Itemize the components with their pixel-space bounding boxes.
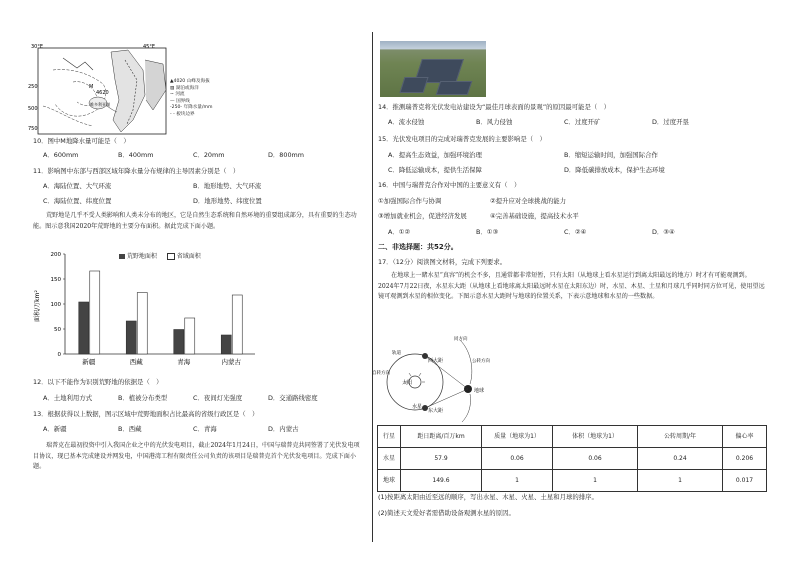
q16-item-4: ④完善基础设施，提高技术水平 — [490, 212, 579, 220]
contour-250: 250 — [28, 84, 38, 90]
q11-options-row1 — [43, 182, 261, 190]
chart-y-tick-label: 200 — [50, 252, 61, 258]
q10-option-a[interactable]: A．600mm — [43, 151, 79, 159]
table-row — [378, 448, 767, 470]
q16-item-2: ②提升应对全球挑战的能力 — [490, 197, 567, 205]
table-cell: 水星 — [378, 448, 401, 470]
q14-option-b[interactable]: B．风力侵蚀 — [476, 118, 513, 126]
q15-option-a[interactable]: A．提高生态效益，加强环境治理 — [388, 151, 482, 159]
q14-stem: 14．推测瑞普克将光伏发电站建设为“最佳月球表面的景观”的原因最可能是（ ） — [378, 103, 611, 111]
chart-bar-province — [90, 271, 100, 354]
q16-stem: 16．中国与瑞普克合作对中国的主要意义有（ ） — [378, 181, 521, 189]
q16-option-d[interactable]: D．③④ — [652, 228, 675, 236]
q12-option-a[interactable]: A．土地利用方式 — [43, 394, 93, 402]
q15-option-c[interactable]: C．降低运输成本，提供生活保障 — [388, 166, 482, 174]
q11-options-row2 — [43, 197, 262, 205]
legend-plate: - - 板块边界 — [170, 111, 195, 117]
chart-bar-province — [137, 293, 147, 355]
q15-option-d[interactable]: D．降低碳排放成本，保护生态环境 — [564, 166, 665, 174]
table-header: 公转周期/年 — [638, 426, 723, 448]
table-cell: 0.06 — [482, 448, 553, 470]
column-divider — [372, 32, 373, 542]
q16-item-3: ③增加就业机会，促进经济发展 — [378, 212, 467, 220]
chart-x-tick-label: 青海 — [177, 358, 191, 366]
chart-x-tick-label: 西藏 — [129, 358, 143, 366]
passage-wilderness: 荒野地是几乎不受人类影响和人类未分布的地区，它是自然生态系统和自然环境的重要组成部分，具有重要的生态功能。图示意我国2020年荒野地的主要分布面积。据此完成下面小题。 — [33, 212, 357, 230]
legend-river: ~ 河流 — [170, 92, 185, 97]
chart-bar-province — [185, 318, 195, 354]
q14-option-a[interactable]: A．流水侵蚀 — [388, 118, 425, 126]
map-legend — [170, 79, 212, 118]
table-header: 距日距离/百万km — [401, 426, 482, 448]
q10-option-b[interactable]: B．400mm — [118, 151, 154, 159]
point-m-label: M — [89, 84, 94, 90]
chart-y-tick-label: 100 — [50, 302, 61, 308]
rotation-label: 自转方向 — [372, 371, 390, 376]
q16-items-row2 — [378, 212, 579, 220]
q13-option-d[interactable]: D．内蒙古 — [268, 425, 299, 433]
table-header: 偏心率 — [723, 426, 767, 448]
q10-option-d[interactable]: D．800mm — [268, 151, 304, 159]
lake-label: 维多利亚湖 — [90, 102, 110, 107]
contour-500: 500 — [28, 106, 38, 112]
q17-passage: 在地球上一睹水星“真容”的机会不多，且通常都非常短暂，只有太阳（从地球上看水星运行到离太阳最远的地方）时才有可能观测到。2024年7月22日夜，水星东大距（从地球上看地球离太阳最远时水星在太阳东边）时，水星、木星、土星和月球几乎同时同方位可见，使用望远镜可观测到水星的相位变化。下图示意水星大距时与地球的位置关系，下表示意地球和水星的一些数据。 — [378, 272, 765, 300]
table-cell: 0.206 — [723, 448, 767, 470]
legend-lake: ▨ 湖泊或海洋 — [170, 85, 199, 91]
legend-peak: ▲4020 山峰及海拔 — [170, 79, 210, 84]
table-cell: 1 — [482, 470, 553, 492]
section-heading: 二、非选择题：共52分。 — [378, 243, 458, 251]
passage-solar: 瑞普克在最初投资中引入我国企业之中的光伏发电项目，截止2024年1月24日，中国与瑞普克共同签署了光伏发电项目协议，现已基本完成建设并网发电，中国港湾工程有限责任公司负责的该项目是瑞普克首个光伏发电项目。完成下面小题。 — [33, 442, 360, 470]
q16-options — [388, 228, 675, 236]
q13-options — [43, 425, 298, 433]
q16-option-b[interactable]: B．①③ — [476, 228, 499, 236]
q12-option-c[interactable]: C．夜间灯光强度 — [193, 394, 243, 402]
direction-label-2: 公转方向 — [472, 359, 490, 364]
table-header: 行星 — [378, 426, 401, 448]
q10-options — [43, 151, 304, 159]
q11-option-b[interactable]: B．地形地势、大气环流 — [193, 182, 262, 190]
q12-stem: 12．以下不能作为识别荒野地的依据是（ ） — [33, 378, 163, 386]
q17-stem: 17．（12分）阅读图文材料，完成下列要求。 — [378, 258, 507, 266]
q17-sub2: (2)简述天文爱好者需借助设备观测水星的原因。 — [378, 509, 515, 517]
q15-options-row1 — [388, 151, 658, 159]
q15-option-b[interactable]: B．缩短运输时间，加强国际合作 — [564, 151, 658, 159]
sun-label: 太阳 — [402, 380, 413, 386]
q13-option-b[interactable]: B．西藏 — [118, 425, 142, 433]
q11-option-d[interactable]: D．地形地势、纬度位置 — [193, 197, 262, 205]
q10-option-c[interactable]: C．20mm — [193, 151, 225, 159]
chart-bar-province — [232, 295, 242, 354]
chart-ylabel: 面积/万km² — [34, 290, 41, 322]
table-header: 质量（地球为1） — [482, 426, 553, 448]
table-cell: 149.6 — [401, 470, 482, 492]
table-cell: 地球 — [378, 470, 401, 492]
legend-swatch-wild — [119, 254, 125, 259]
mercury-label: 水星 — [412, 404, 423, 410]
q13-stem: 13．根据获得以上数据，图示区域中荒野地面积占比最高的省级行政区是（ ） — [33, 410, 259, 418]
chart-x-tick-label: 内蒙古 — [221, 358, 241, 366]
legend-label-wild: 荒野地面积 — [126, 253, 157, 260]
q16-items-row1 — [378, 197, 566, 205]
table-cell: 0.017 — [723, 470, 767, 492]
chart-legend — [119, 253, 201, 261]
contour-750: 750 — [28, 126, 38, 132]
q16-option-a[interactable]: A．①② — [388, 228, 411, 236]
chart-y-tick-label: 50 — [54, 327, 61, 333]
q15-stem: 15．光伏发电项目的完成对瑞普克发展的主要影响是（ ） — [378, 135, 546, 143]
lon-left: 30°E — [31, 44, 44, 50]
chart-bar-wilderness — [221, 335, 231, 354]
planet-data-table — [377, 425, 767, 492]
table-header-row — [378, 426, 767, 448]
solar-panel-block — [436, 81, 473, 95]
q12-option-d[interactable]: D．交通路线密度 — [268, 394, 318, 402]
earth-label: 地球 — [474, 388, 485, 394]
q16-option-c[interactable]: C．②④ — [564, 228, 587, 236]
q12-options — [43, 394, 318, 402]
lon-right: 45°E — [143, 44, 156, 50]
q11-option-a[interactable]: A．海陆位置、大气环流 — [43, 182, 112, 190]
q13-option-a[interactable]: A．新疆 — [43, 425, 67, 433]
orbit-label: 轨道 — [392, 351, 401, 356]
chart-y-tick-label: 0 — [57, 352, 61, 358]
peak-label: 4620 — [96, 90, 109, 96]
legend-isohyet: -250- 年降水量/mm — [170, 105, 213, 110]
q11-option-c[interactable]: C．海陆位置、纬度位置 — [43, 197, 112, 205]
q17-sub1: (1)按距离太阳由近至远的顺序，写出水星、木星、火星、土星和月球的排序。 — [378, 493, 598, 501]
chart-bar-wilderness — [79, 302, 89, 354]
table-cell: 1 — [638, 470, 723, 492]
q14-options — [388, 118, 689, 126]
q13-option-c[interactable]: C．青海 — [193, 425, 217, 433]
table-cell: 0.24 — [638, 448, 723, 470]
wilderness-bar-chart — [33, 244, 273, 376]
chart-bar-wilderness — [174, 330, 184, 355]
solar-farm-photo — [380, 41, 486, 97]
q14-option-c[interactable]: C．过度开矿 — [564, 118, 601, 126]
legend-label-province: 省域面积 — [176, 253, 201, 260]
east-elongation-label: 东大距 — [428, 408, 444, 414]
table-cell: 57.9 — [401, 448, 482, 470]
solar-panel-block — [399, 77, 428, 93]
west-elongation-label: 西大距 — [428, 358, 444, 364]
table-header: 体积（地球为1） — [553, 426, 638, 448]
table-row — [378, 470, 767, 492]
direction-label-1: 同方向 — [454, 337, 468, 342]
table-cell: 0.06 — [553, 448, 638, 470]
chart-y-tick-label: 150 — [50, 277, 61, 283]
q15-options-row2 — [388, 166, 665, 174]
table-cell: 1 — [553, 470, 638, 492]
q10-stem: 10．图中M地降水量可能是（ ） — [33, 137, 130, 145]
q16-item-1: ①加强国际合作与协调 — [378, 197, 442, 205]
chart-x-tick-label: 新疆 — [82, 358, 96, 366]
orbit-diagram — [372, 332, 492, 422]
q14-option-d[interactable]: D．过度开垦 — [652, 118, 689, 126]
legend-swatch-province — [167, 253, 175, 260]
legend-border: — 国界线 — [170, 98, 190, 104]
q11-stem: 11．影响图中东部与西部区域年降水量分布规律的主导因素分别是（ ） — [33, 167, 240, 175]
chart-bar-wilderness — [126, 321, 136, 354]
q12-option-b[interactable]: B．植被分布类型 — [118, 394, 168, 402]
